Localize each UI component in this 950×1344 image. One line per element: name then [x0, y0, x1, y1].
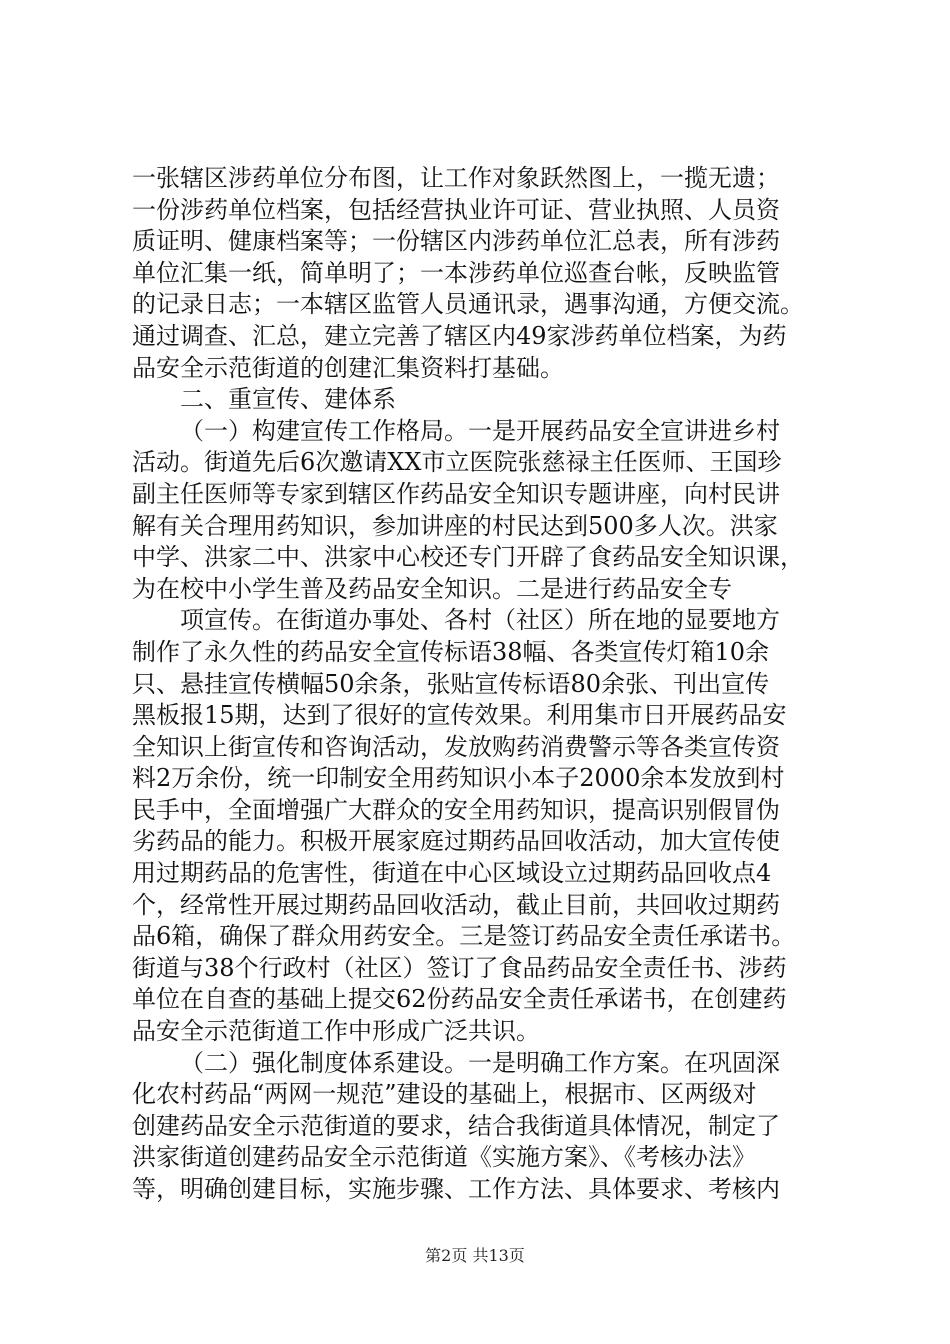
- text-line: 品6箱，确保了群众用药安全。三是签订药品安全责任承诺书。: [132, 922, 796, 951]
- text-line: 全知识上街宣传和咨询活动，发放购药消费警示等各类宣传资: [132, 732, 780, 761]
- text-line: 个，经常性开展过期药品回收活动，截止目前，共回收过期药: [132, 890, 780, 919]
- text-line: 项宣传。在街道办事处、各村（社区）所在地的显要地方: [180, 606, 780, 635]
- text-line: （一）构建宣传工作格局。一是开展药品安全宣讲进乡村: [180, 416, 780, 445]
- text-line: 品安全示范街道工作中形成广泛共识。: [132, 1017, 540, 1046]
- text-line: 民手中，全面增强广大群众的安全用药知识，提高识别假冒伪: [132, 795, 780, 824]
- text-line: 洪家街道创建药品安全示范街道《实施方案》、《考核办法》: [132, 1143, 756, 1172]
- text-line: 料2万余份，统一印制安全用药知识小本子2000余本发放到村: [132, 764, 785, 793]
- text-line: 单位汇集一纸，简单明了；一本涉药单位巡查台帐，反映监管: [132, 258, 780, 287]
- text-line: 副主任医师等专家到辖区作药品安全知识专题讲座，向村民讲: [132, 479, 780, 508]
- text-line: 劣药品的能力。积极开展家庭过期药品回收活动，加大宣传使: [132, 827, 780, 856]
- text-line: 品安全示范街道的创建汇集资料打基础。: [132, 353, 564, 382]
- page-footer: 第2页 共13页: [425, 1246, 525, 1265]
- text-line: 黑板报15期，达到了很好的宣传效果。利用集市日开展药品安: [132, 701, 787, 730]
- text-line: 创建药品安全示范街道的要求，结合我街道具体情况，制定了: [132, 1111, 780, 1140]
- text-line: 通过调查、汇总，建立完善了辖区内49家涉药单位档案，为药: [132, 321, 787, 350]
- text-line: （二）强化制度体系建设。一是明确工作方案。在巩固深: [180, 1048, 780, 1077]
- text-line: 用过期药品的危害性，街道在中心区域设立过期药品回收点4: [132, 859, 772, 888]
- text-line: 一张辖区涉药单位分布图，让工作对象跃然图上，一揽无遗；: [132, 164, 780, 192]
- text-line: 单位在自查的基础上提交62份药品安全责任承诺书，在创建药: [132, 985, 787, 1014]
- text-line: 化农村药品“两网一规范”建设的基础上，根据市、区两级对: [132, 1080, 757, 1109]
- text-line: 活动。街道先后6次邀请XX市立医院张慈禄主任医师、王国珍: [132, 448, 782, 477]
- text-line: 制作了永久性的药品安全宣传标语38幅、各类宣传灯箱10余: [132, 637, 770, 666]
- document-body: [132, 163, 852, 1206]
- text-line: 中学、洪家二中、洪家中心校还专门开辟了食药品安全知识课，: [132, 543, 804, 572]
- text-line: 一份涉药单位档案，包括经营执业许可证、营业执照、人员资: [132, 195, 780, 224]
- text-line: 的记录日志；一本辖区监管人员通讯录，遇事沟通，方便交流。: [132, 290, 804, 319]
- text-line: 为在校中小学生普及药品安全知识。二是进行药品安全专: [132, 574, 732, 603]
- text-line: 只、悬挂宣传横幅50余条，张贴宣传标语80余张、刊出宣传: [132, 669, 770, 698]
- text-line: 街道与38个行政村（社区）签订了食品药品安全责任书、涉药: [132, 953, 787, 982]
- text-line: 解有关合理用药知识，参加讲座的村民达到500多人次。洪家: [132, 511, 778, 540]
- text-line: 质证明、健康档案等；一份辖区内涉药单位汇总表，所有涉药: [132, 227, 780, 256]
- text-line: 等，明确创建目标，实施步骤、工作方法、具体要求、考核内: [132, 1175, 780, 1203]
- text-line: 二、重宣传、建体系: [180, 385, 396, 414]
